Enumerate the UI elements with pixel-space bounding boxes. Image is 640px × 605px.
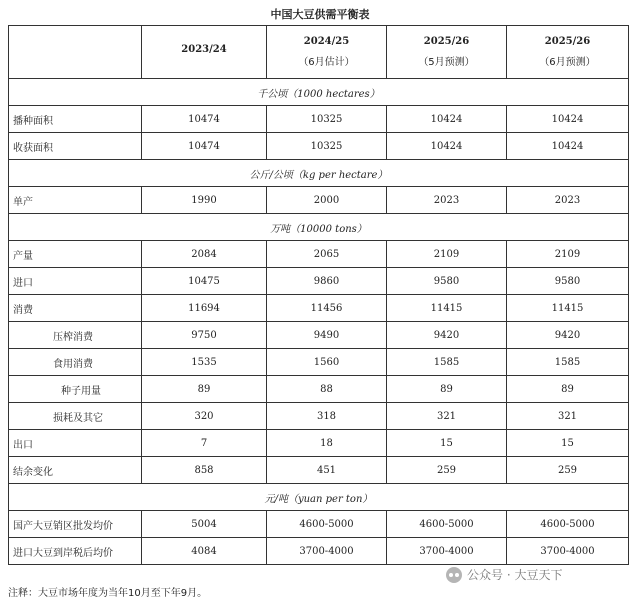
table-cell: 11456 — [267, 295, 387, 322]
row-label: 结余变化 — [9, 457, 142, 484]
row-label: 播种面积 — [9, 106, 142, 133]
table-cell: 89 — [387, 376, 507, 403]
table-row — [9, 295, 629, 322]
table-cell: 2065 — [267, 241, 387, 268]
header-col-2: 2024/25 （6月估计） — [267, 26, 387, 79]
table-row — [9, 376, 629, 403]
row-label: 产量 — [9, 241, 142, 268]
table-cell: 10474 — [142, 106, 267, 133]
table-row — [9, 430, 629, 457]
row-label: 进口 — [9, 268, 142, 295]
row-label: 消费 — [9, 295, 142, 322]
table-cell: 10424 — [387, 133, 507, 160]
table-cell: 858 — [142, 457, 267, 484]
table-cell: 9490 — [267, 322, 387, 349]
header-row — [9, 26, 629, 79]
table-row — [9, 133, 629, 160]
table-cell: 10475 — [142, 268, 267, 295]
table-row — [9, 349, 629, 376]
row-label: 种子用量 — [9, 376, 142, 403]
table-cell: 9580 — [387, 268, 507, 295]
table-cell: 2023 — [387, 187, 507, 214]
unit-row-area — [9, 79, 629, 106]
unit-row-price — [9, 484, 629, 511]
table-cell: 18 — [267, 430, 387, 457]
row-label: 出口 — [9, 430, 142, 457]
table-cell: 89 — [142, 376, 267, 403]
table-cell: 15 — [507, 430, 629, 457]
row-label: 收获面积 — [9, 133, 142, 160]
watermark — [446, 566, 562, 583]
table-cell: 9420 — [387, 322, 507, 349]
table-row — [9, 403, 629, 430]
table-cell: 321 — [387, 403, 507, 430]
table-cell: 321 — [507, 403, 629, 430]
footnote: 注释：大豆市场年度为当年10月至下年9月。 — [8, 588, 208, 599]
table-cell: 万吨（10000 tons） — [9, 214, 629, 241]
table-cell: 9750 — [142, 322, 267, 349]
table-row — [9, 457, 629, 484]
unit-row-yield — [9, 160, 629, 187]
table-cell: 4600-5000 — [387, 511, 507, 538]
table-cell: 1990 — [142, 187, 267, 214]
table-cell: 2109 — [507, 241, 629, 268]
row-label: 进口大豆到岸税后均价 — [9, 538, 142, 565]
table-row — [9, 187, 629, 214]
table-row — [9, 322, 629, 349]
table-cell: 259 — [507, 457, 629, 484]
table-cell: 10325 — [267, 133, 387, 160]
table-cell: 5004 — [142, 511, 267, 538]
header-col-4: 2025/26 （6月预测） — [507, 26, 629, 79]
table-row — [9, 268, 629, 295]
table-cell: 11415 — [387, 295, 507, 322]
table-cell: 10474 — [142, 133, 267, 160]
table-cell: 15 — [387, 430, 507, 457]
table-cell: 9580 — [507, 268, 629, 295]
table-cell: 1585 — [507, 349, 629, 376]
row-label: 食用消费 — [9, 349, 142, 376]
row-label: 国产大豆销区批发均价 — [9, 511, 142, 538]
table-cell: 10424 — [507, 133, 629, 160]
table-cell: 2000 — [267, 187, 387, 214]
table-cell: 88 — [267, 376, 387, 403]
table-row — [9, 511, 629, 538]
table-cell: 318 — [267, 403, 387, 430]
table-cell: 9860 — [267, 268, 387, 295]
table-cell: 10424 — [507, 106, 629, 133]
row-label: 压榨消费 — [9, 322, 142, 349]
table-row — [9, 106, 629, 133]
table-cell: 3700-4000 — [387, 538, 507, 565]
table-cell: 451 — [267, 457, 387, 484]
table-cell: 89 — [507, 376, 629, 403]
table-cell: 3700-4000 — [267, 538, 387, 565]
table-cell: 4600-5000 — [267, 511, 387, 538]
table-row — [9, 538, 629, 565]
table-cell: 10424 — [387, 106, 507, 133]
table-cell: 4600-5000 — [507, 511, 629, 538]
header-corner — [9, 26, 142, 79]
table-cell: 259 — [387, 457, 507, 484]
table-cell: 元/吨（yuan per ton） — [9, 484, 629, 511]
table-cell: 2023 — [507, 187, 629, 214]
row-label: 损耗及其它 — [9, 403, 142, 430]
table-cell: 320 — [142, 403, 267, 430]
row-label: 单产 — [9, 187, 142, 214]
table-cell: 千公顷（1000 hectares） — [9, 79, 629, 106]
table-cell: 9420 — [507, 322, 629, 349]
table-cell: 2084 — [142, 241, 267, 268]
table-cell: 公斤/公顷（kg per hectare） — [9, 160, 629, 187]
table-cell: 3700-4000 — [507, 538, 629, 565]
table-cell: 1560 — [267, 349, 387, 376]
header-col-1: 2023/24 — [142, 26, 267, 79]
table-title: 中国大豆供需平衡表 — [270, 8, 370, 21]
table-cell: 7 — [142, 430, 267, 457]
wechat-icon — [446, 567, 462, 583]
supply-demand-table — [8, 25, 629, 565]
unit-row-volume — [9, 214, 629, 241]
table-cell: 11694 — [142, 295, 267, 322]
table-row — [9, 241, 629, 268]
table-cell: 2109 — [387, 241, 507, 268]
table-cell: 11415 — [507, 295, 629, 322]
table-cell: 1535 — [142, 349, 267, 376]
table-cell: 1585 — [387, 349, 507, 376]
table-cell: 4084 — [142, 538, 267, 565]
table-cell: 10325 — [267, 106, 387, 133]
header-col-3: 2025/26 （5月预测） — [387, 26, 507, 79]
watermark-text: 公众号 · 大豆天下 — [467, 568, 563, 582]
